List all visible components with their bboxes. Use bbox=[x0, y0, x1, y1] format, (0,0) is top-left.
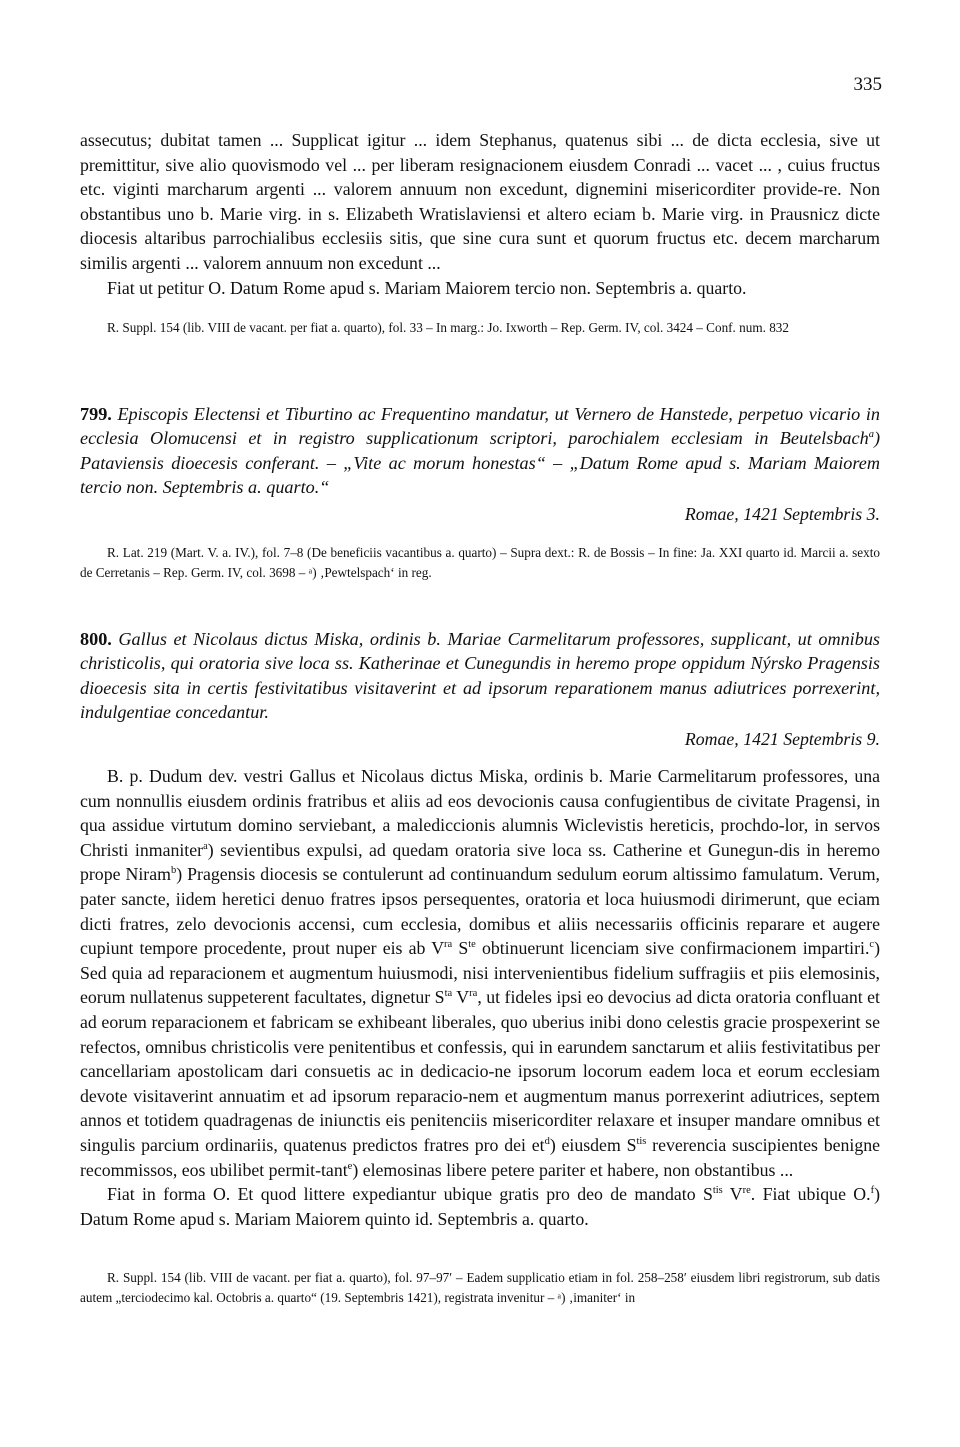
footnote-mark-a: a bbox=[868, 429, 874, 441]
body-part: ) elemosinas libere petere pariter et habere, non obstantibus ... bbox=[352, 1159, 794, 1180]
footnote-mark: a bbox=[203, 840, 208, 852]
superscript: ra bbox=[444, 939, 453, 951]
fiat-part: V bbox=[722, 1184, 743, 1205]
entry-800-footnote-text: R. Suppl. 154 (lib. VIII de vacant. per fiat a. quarto), fol. 97–97′ – Eadem supplicatio etiam in fol. 258–258′ eiusdem libri registrorum, sub datis autem „terciodecimo kal. Octobris a. quarto“ (19. Septembris 1421), registrata invenitur – ᵃ) ‚imaniter‘ in bbox=[80, 1270, 880, 1305]
fiat-line: Fiat ut petitur O. Datum Rome apud s. Mariam Maiorem tercio non. Septembris a. quarto. bbox=[107, 277, 747, 298]
entry-799-regest bbox=[80, 402, 880, 500]
entry-800-number: 800. bbox=[80, 629, 112, 649]
footnote-mark: e bbox=[347, 1160, 353, 1172]
entry-800-petition bbox=[80, 764, 880, 1182]
continuation-text bbox=[80, 128, 880, 300]
body-part: ) Sed quia ad reparacionem et augmentum huiusmodi, nisi intervenientibus fidelium suffragiis et piis elemosinis, eorum nullatenus suppeterent facultates, dignetur S bbox=[80, 938, 880, 1008]
body-part: ) eiusdem S bbox=[549, 1134, 637, 1155]
fiat-part: Fiat in forma O. Et quod littere expediantur ubique gratis pro deo de mandato S bbox=[107, 1184, 713, 1205]
superscript: tis bbox=[712, 1185, 723, 1197]
entry-799-date: Romae, 1421 Septembris 3. bbox=[684, 503, 880, 524]
footnote-mark: d bbox=[544, 1135, 550, 1147]
entry-799-regest-b: ) Pataviensis dioecesis conferant. – „Vite ac morum honestas“ – „Datum Rome apud s. Mariam Maiorem tercio non. Septembris a. quarto.“ bbox=[80, 428, 880, 498]
footnote-mark: f bbox=[870, 1185, 875, 1197]
entry-800 bbox=[80, 627, 880, 750]
fiat-part: ) Datum Rome apud s. Mariam Maiorem quinto id. Septembris a. quarto. bbox=[80, 1184, 881, 1229]
entry-799-number: 799. bbox=[80, 404, 112, 424]
superscript: tis bbox=[636, 1135, 647, 1147]
entry-799-footnote-text: R. Lat. 219 (Mart. V. a. IV.), fol. 7–8 (De beneficiis vacantibus a. quarto) – Supra dext.: R. de Bossis – In fine: Ja. XXI quarto id. Marcii a. sexto de Cerretanis – Rep. Germ. IV, col. 3698 – ᵃ) ‚Pewtelspach‘ in reg. bbox=[80, 545, 880, 580]
footnote-mark: c bbox=[869, 939, 875, 951]
footnote-mark: b bbox=[170, 865, 177, 877]
body-part: , ut fideles ipsi eo devocius ad dicta oratoria confluant et ad eorum reparacionem et fabricam se exhibeant liberales, quo uberius inibi dono celestis gracie prospexerint se refectos, omnibus christicolis vere penitentibus et confessis, qui in earundem sanctarum et aliis festivitatibus per cancellariam apostolicam dari consuetis ac in dedicacio-ne ipsorum locorum eadem loca et eorum ecclesiam devote visitaverint annuatim et ad ipsorum reparacio-nem et augmentum manus porrexerint adiutrices, septem annos et totidem quadragenas de iniunctis eis penitenciis misericorditer relaxare et insuper mandare omnibus et singulis parcium ordinariis, quatenus predictos fratres pro dei et bbox=[80, 987, 880, 1155]
entry-799-footnote bbox=[80, 543, 880, 583]
superscript: te bbox=[468, 939, 476, 951]
entry-800-footnote bbox=[80, 1268, 880, 1308]
body-part: ) sevientibus expulsi, ad quedam oratoria sive loca ss. Catherine et Gunegun-dis in heremo prope Niram bbox=[80, 839, 881, 885]
fiat-part: . Fiat ubique O. bbox=[750, 1184, 871, 1205]
superscript: ra bbox=[469, 988, 478, 1000]
body-part: obtinuerunt licenciam sive confirmacionem impartiri. bbox=[475, 938, 870, 959]
body-part: ) Pragensis diocesis se contulerunt ad continuandum sedulum eorum altissimo famulatum. Verum, pater sancte, iidem heretici denuo fratres ipsos persequentes, oratoria et loca huiusmodi dirimerunt, que eciam dicti fratres, zelo devocionis accensi, cum ecclesia, domibus et aliis necessariis officinis reparare et augere cupiunt tempore procedente, prout nuper eis ab V bbox=[80, 864, 880, 959]
entry-800-regest-text: Gallus et Nicolaus dictus Miska, ordinis b. Mariae Carmelitarum professores, supplicant, ut omnibus christicolis, qui oratoria sive loca ss. Katherinae et Cunegundis in heremo prope oppidum Nýrsko Pragensis dioecesis sita in certis festivitatibus visitaverint et ad ipsorum reparationem manus adiutrices porrexerint, indulgentiae concedantur. bbox=[80, 629, 881, 723]
entry-799 bbox=[80, 402, 880, 525]
superscript: re bbox=[742, 1185, 751, 1197]
entry-800-date: Romae, 1421 Septembris 9. bbox=[684, 728, 880, 749]
body-part: S bbox=[452, 938, 469, 959]
body-part: V bbox=[452, 987, 470, 1008]
entry-800-regest bbox=[80, 627, 880, 725]
entry-800-body bbox=[80, 764, 880, 1231]
superscript: ta bbox=[444, 988, 453, 1000]
body-part: B. p. Dudum dev. vestri Gallus et Nicolaus dictus Miska, ordinis b. Marie Carmelitarum professores, una cum nonnullis eiusdem ordinis fratribus et aliis ad eos devocionis causa confugientibus de civitate Pragensi, in qua assidue virtutum domino serviebant, a malediccionis alumnis Wiclevistis hereticis, prochdo-lor, in servos Christi inmaniter bbox=[80, 766, 880, 860]
footnote-block bbox=[80, 318, 880, 338]
body-part: reverencia suscipientes benigne recommissos, eos ubilibet permit-tant bbox=[80, 1134, 881, 1180]
entry-800-fiat bbox=[80, 1182, 880, 1231]
footnote-text: R. Suppl. 154 (lib. VIII de vacant. per fiat a. quarto), fol. 33 – In marg.: Jo. Ixworth – Rep. Germ. IV, col. 3424 – Conf. num. 832 bbox=[107, 320, 789, 335]
continuation-paragraph: assecutus; dubitat tamen ... Supplicat igitur ... idem Stephanus, quatenus sibi ... de dicta ecclesia, sive ut premittitur, sive alio quovismodo vel ... per liberam resignacionem eiusdem Conradi ... vacet ... , cuius fructus etc. viginti marcharum argenti ... valorem annuum non excedunt, dignemini misericorditer provide-re. Non obstantibus uno b. Marie virg. in s. Elizabeth Wratislaviensi et altero eciam b. Marie virg. in Prausnicz dicte diocesis altaribus parrochialibus ecclesiis sitis, que sine cura sunt et quorum fructus etc. decem marcharum similis argenti ... valorem annuum non excedunt ... bbox=[80, 130, 880, 273]
page-number: 335 bbox=[853, 74, 882, 95]
entry-799-regest-a: Episcopis Electensi et Tiburtino ac Frequentino mandatur, ut Vernero de Hanstede, perpetuo vicario in ecclesia Olomucensi et in registro supplicationum scriptori, parochialem ecclesiam in Beutelsbach bbox=[80, 404, 880, 449]
